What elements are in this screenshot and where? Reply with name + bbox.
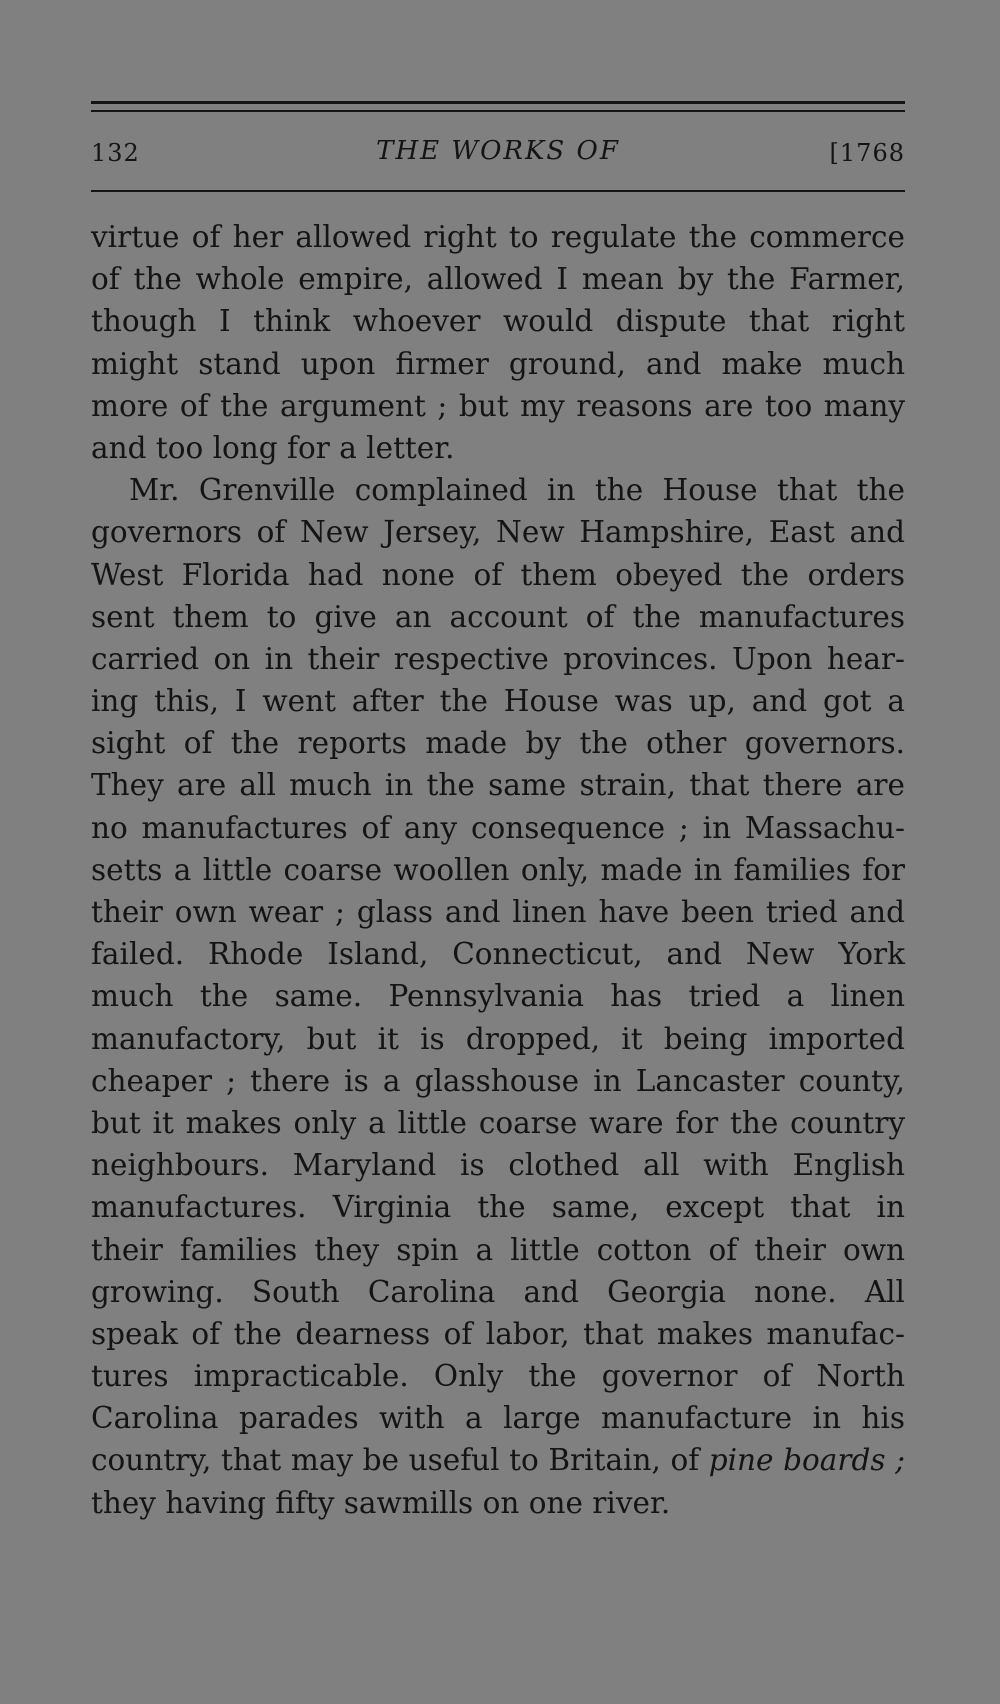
body-text (91, 216, 905, 1524)
text-line: and too long for a letter. (91, 430, 455, 465)
text-line: carried on in their respective provinces. Upon hear- (91, 641, 905, 676)
text-line: much the same. Pennsylvania has tried a linen (91, 979, 905, 1014)
text-line: Carolina parades with a large manufacture in his (91, 1401, 905, 1436)
header-rule (91, 190, 905, 192)
text-line: though I think whoever would dispute that right (91, 304, 905, 339)
paragraph-start-line: Mr. Grenville complained in the House that the (129, 473, 905, 508)
text-line: virtue of her allowed right to regulate the commerce (91, 220, 905, 254)
text-line: of the whole empire, allowed I mean by the Farmer, (91, 262, 905, 297)
text-line: manufactures. Virginia the same, except that in (91, 1190, 905, 1225)
book-page (91, 0, 905, 1704)
final-line: they having fifty sawmills on one river. (91, 1485, 671, 1520)
text-line: setts a little coarse woollen only, made in families for (91, 852, 905, 887)
text-line: growing. South Carolina and Georgia none. All (91, 1274, 905, 1309)
text-line: tures impracticable. Only the governor of North (91, 1359, 905, 1394)
text-line: manufactory, but it is dropped, it being imported (91, 1021, 905, 1056)
text-line: They are all much in the same strain, that there are (91, 768, 905, 803)
text-line: sight of the reports made by the other governors. (91, 726, 905, 761)
text-line: ing this, I went after the House was up, and got a (91, 684, 905, 719)
text-line: their families they spin a little cotton of their own (91, 1232, 905, 1267)
page-number: 132 (91, 139, 140, 167)
top-rule-secondary (91, 110, 905, 112)
running-year: [1768 (829, 139, 905, 167)
text-line: their own wear ; glass and linen have been tried and (91, 895, 905, 929)
text-line: no manufactures of any consequence ; in Massachu- (91, 810, 905, 845)
text-line: speak of the dearness of labor, that makes manufac- (91, 1316, 905, 1351)
running-title: THE WORKS OF (376, 136, 620, 166)
running-head (91, 136, 905, 176)
text-line: but it makes only a little coarse ware for the country (91, 1105, 905, 1140)
text-line: governors of New Jersey, New Hampshire, East and (91, 515, 905, 550)
text-fragment: country, that may be useful to Britain, of (91, 1443, 709, 1478)
text-line: more of the argument ; but my reasons are too many (91, 388, 905, 423)
top-rule (91, 101, 905, 104)
text-line: neighbours. Maryland is clothed all with English (91, 1148, 905, 1183)
italic-phrase: pine boards ; (708, 1443, 906, 1478)
text-line-with-italic (91, 1439, 905, 1481)
text-line: failed. Rhode Island, Connecticut, and New York (91, 937, 905, 972)
text-line: might stand upon firmer ground, and make much (91, 346, 905, 381)
text-line: cheaper ; there is a glasshouse in Lancaster county, (91, 1063, 905, 1098)
text-line: West Florida had none of them obeyed the orders (91, 557, 905, 592)
text-line: sent them to give an account of the manufactures (91, 599, 905, 634)
